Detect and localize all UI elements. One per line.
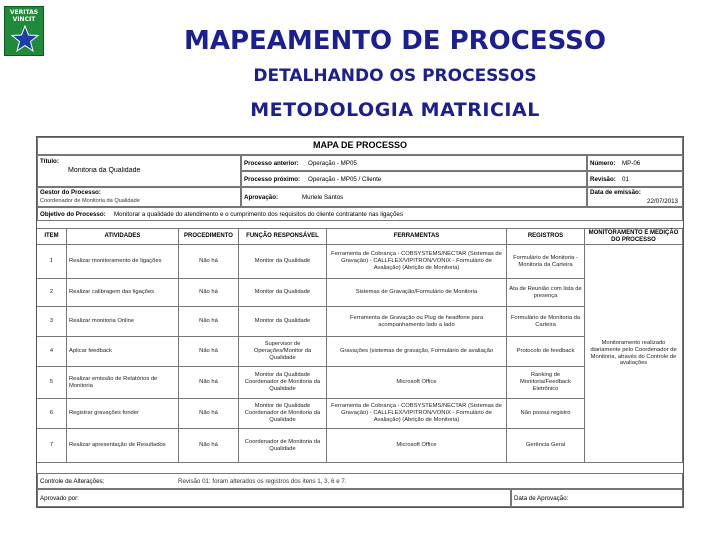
col-procedimento: PROCEDIMENTO [179,229,239,245]
row-registros: Formulário de Monitoria da Carteira [507,307,585,337]
row-registros: Protocolo de feedback [507,337,585,367]
row-ferramentas: Sistemas de Gravação/Formulário de Monitoria [327,279,507,307]
data-emissao-label: Data de emissão: [590,189,641,196]
controle-label: Controle de Alterações: [40,478,105,485]
aprovado-por-cell [37,489,511,507]
col-item: ITEM [37,229,67,245]
row-item: 3 [37,307,67,337]
processo-anterior-cell [241,155,587,171]
row-procedimento: Não há [179,367,239,399]
row-funcao: Supervisor de Operações/Monitor da Qualidade [239,337,327,367]
page-title: MAPEAMENTO DE PROCESSO [183,26,607,56]
titulo-label: Título: [40,158,59,165]
numero-cell [587,155,683,171]
aprovacao-cell [241,187,587,207]
numero-label: Número: [590,160,616,167]
gestor-label: Gestor do Processo: [40,189,101,196]
row-registros: Formulário de Monitoria - Monitoria da Carteira [507,245,585,279]
col-atividades: ATIVIDADES [67,229,179,245]
processo-anterior-value: Operação - MP05 [308,160,357,167]
col-registros: REGISTROS [507,229,585,245]
col-monitoramento: MONITORAMENTO E MEDIÇÃO DO PROCESSO [585,229,683,245]
row-registros: Ranking de Monitoria/Feedback Eletrônico [507,367,585,399]
row-procedimento: Não há [179,399,239,429]
processo-proximo-cell [241,171,587,187]
row-item: 4 [37,337,67,367]
page-method-title: METODOLOGIA MATRICIAL [250,99,540,121]
row-funcao: Coordenador de Monitoria da Qualidade [239,429,327,463]
processo-anterior-label: Processo anterior: [244,160,299,167]
row-item: 2 [37,279,67,307]
controle-value: Revisão 01: foram alterados os registros dos itens 1, 3, 6 e 7. [178,478,347,485]
row-item: 6 [37,399,67,429]
row-procedimento: Não há [179,337,239,367]
col-ferramentas: FERRAMENTAS [327,229,507,245]
gestor-cell [37,187,241,207]
row-atividade: Realizar emissão de Relatórios de Monitoria [67,367,179,399]
row-funcao: Monitor da Qualidade [239,279,327,307]
titulo-cell [37,155,241,187]
row-procedimento: Não há [179,279,239,307]
processo-proximo-label: Processo próximo: [244,176,301,183]
row-registros: Gerência Geral [507,429,585,463]
revisao-cell [587,171,683,187]
data-aprovacao-cell [511,489,683,507]
aprovado-label: Aprovado por: [40,495,79,502]
row-atividade: Realizar calibragem das ligações [67,279,179,307]
aprovacao-value: Muriele Santos [302,194,344,201]
row-funcao: Monitor da Qualidade Coordenador de Monitoria da Qualidade [239,367,327,399]
row-procedimento: Não há [179,429,239,463]
logo-text-line2: VINCIT [12,16,36,23]
processo-proximo-value: Operação - MP05 / Cliente [308,176,382,183]
objetivo-value: Monitorar a qualidade do atendimento e o cumprimento dos requisitos do cliente contratante nas ligações [114,211,403,218]
revisao-value: 01 [622,176,629,183]
gestor-value: Coordenador de Monitoria da Qualidade [40,198,140,204]
row-funcao: Monitor da Qualidade [239,307,327,337]
row-registros: Ata de Reunião com lista de presença [507,279,585,307]
row-atividade: Registrar gravações fonder [67,399,179,429]
data-aprovacao-label: Data de Aprovação: [514,495,569,502]
row-funcao: Monitor de Qualidade Coordenador de Monitoria da Qualidade [239,399,327,429]
row-atividade: Realizar monitoramento de ligações [67,245,179,279]
row-ferramentas: Microsoft Office [327,367,507,399]
row-atividade: Aplicar feedback [67,337,179,367]
objetivo-cell [37,207,683,221]
row-funcao: Monitor da Qualidade [239,245,327,279]
controle-alteracoes-cell [37,473,683,489]
data-emissao-value: 22/07/2013 [647,198,678,205]
row-item: 5 [37,367,67,399]
row-ferramentas: Ferramenta de Gravação ou Plug de headfone para acompanhamento lado a lado [327,307,507,337]
row-ferramentas: Ferramenta de Cobrança - COBSYSTEMS/NECTAR (Sistemas de Gravação) - CALLFLEX/VIPITRON/VONIX - Formulário de Avaliação) (Abrição de Monitoria) [327,399,507,429]
spacer [37,221,683,229]
row-procedimento: Não há [179,245,239,279]
revisao-label: Revisão: [590,176,616,183]
col-funcao: FUNÇÃO RESPONSÁVEL [239,229,327,245]
page-subtitle: DETALHANDO OS PROCESSOS [253,66,537,86]
row-registros: Não possui registro [507,399,585,429]
doc-heading: MAPA DE PROCESSO [37,137,683,155]
numero-value: MP-06 [622,160,641,167]
aprovacao-label: Aprovação: [244,194,279,201]
data-emissao-cell [587,187,683,207]
row-item: 1 [37,245,67,279]
process-map-document [36,136,684,508]
row-procedimento: Não há [179,307,239,337]
row-ferramentas: Gravações (sistemas de gravação, Formulário de avaliação [327,337,507,367]
titulo-value: Monitoria da Qualidade [68,167,141,174]
row-atividade: Realizar monitoria Online [67,307,179,337]
row-ferramentas: Microsoft Office [327,429,507,463]
objetivo-label: Objetivo do Processo: [40,211,106,218]
row-item: 7 [37,429,67,463]
row-atividade: Realizar apresentação de Resultados [67,429,179,463]
logo-text-line1: VERITAS [9,9,39,16]
row-ferramentas: Ferramenta de Cobrança - COBSYSTEMS/NECTAR (Sistemas de Gravação) - CALLFLEX/VIPITRON/VONIX - Formulário de Avaliação) (Abrição de Monitoria) [327,245,507,279]
monitoramento-cell: Monitoramento realizado diariamente pelo Coordenador de Monitoria, através do Controle de avaliações [585,245,683,463]
